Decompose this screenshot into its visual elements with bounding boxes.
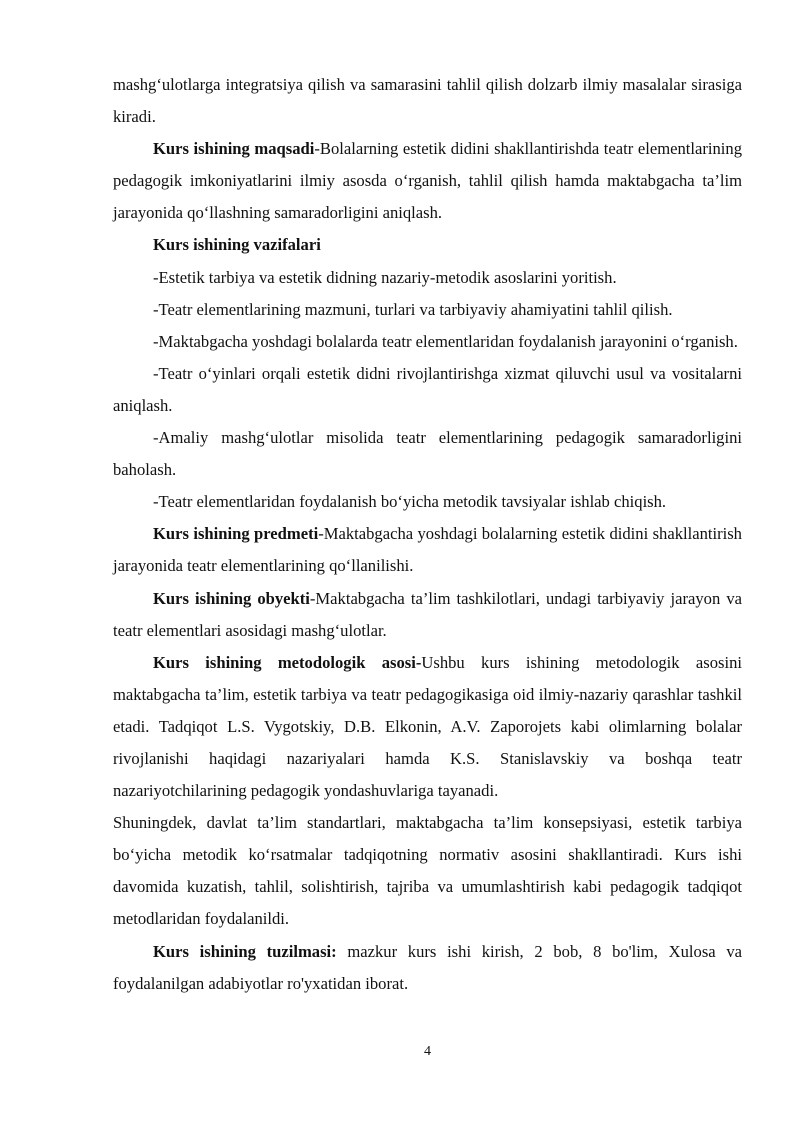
structure-text: mazkur kurs ishi kirish, 2 bob, 8 bo'lim, Xulosa va foydalanilgan adabiyotlar ro'yxatidan iborat. (113, 941, 742, 993)
task-item: -Maktabgacha yoshdagi bolalarda teatr elementlaridan foydalanish jarayonini o‘rganish. (153, 331, 738, 351)
paragraph-object (113, 583, 742, 647)
object-text: -Maktabgacha ta’lim tashkilotlari, undagi tarbiyaviy jarayon va teatr elementlari asosidagi mashg‘ulotlar. (113, 588, 742, 640)
page-content (113, 69, 742, 1000)
task-item: -Teatr o‘yinlari orqali estetik didni rivojlantirishga xizmat qiluvchi usul va vositalarni aniqlash. (113, 363, 742, 415)
goal-text: -Bolalarning estetik didini shakllantirishda teatr elementlarining pedagogik imkoniyatlarini ilmiy asosda o‘rganish, tahlil qilish hamda maktabgacha ta’lim jarayonida qo‘llashning samaradorligini aniqlash. (113, 139, 742, 223)
methodology-text: Ushbu kurs ishining metodologik asosini maktabgacha ta’lim, estetik tarbiya va teatr pedagogikasiga oid ilmiy-nazariy qarashlar tashkil etadi. Tadqiqot L.S. Vygotskiy, D.B. Elkonin, A.V. Zaporojets kabi olimlarning bolalar rivojlanishi haqidagi nazariyalari hamda K.S. Stanislavskiy va boshqa teatr nazariyotchilarining pedagogik yondashuvlariga tayanadi. (113, 652, 742, 801)
page-number: 4 (424, 1044, 431, 1059)
paragraph-standards: Shuningdek, davlat ta’lim standartlari, maktabgacha ta’lim konsepsiyasi, estetik tarbiya bo‘yicha metodik ko‘rsatmalar tadqiqotning normativ asosini shakllantiradi. Kurs ishi davomida kuzatish, tahlil, solishtirish, tajriba va umumlashtirish kabi pedagogik tadqiqot metodlaridan foydalanildi. (113, 813, 742, 929)
paragraph-methodology (113, 647, 742, 807)
paragraph-goal (113, 133, 742, 229)
paragraph-subject (113, 518, 742, 582)
subject-label: Kurs ishining predmeti (153, 524, 319, 544)
task-item: -Estetik tarbiya va estetik didning nazariy-metodik asoslarini yoritish. (153, 267, 617, 287)
goal-label: Kurs ishining maqsadi (153, 139, 315, 159)
subject-text: -Maktabgacha yoshdagi bolalarning estetik didini shakllantirish jarayonida teatr elementlarining qo‘llanilishi. (113, 524, 742, 576)
tasks-label: Kurs ishining vazifalari (153, 235, 321, 255)
task-item: -Teatr elementlarining mazmuni, turlari va tarbiyaviy ahamiyatini tahlil qilish. (153, 299, 673, 319)
task-item: -Amaliy mashg‘ulotlar misolida teatr elementlarining pedagogik samaradorligini baholash. (113, 428, 742, 480)
methodology-label: Kurs ishining metodologik asosi- (153, 652, 422, 672)
paragraph-structure (113, 936, 742, 1000)
object-label: Kurs ishining obyekti (153, 588, 310, 608)
paragraph-intro-continuation: mashg‘ulotlarga integratsiya qilish va samarasini tahlil qilish dolzarb ilmiy masalalar sirasiga kiradi. (113, 75, 742, 127)
task-item: -Teatr elementlaridan foydalanish bo‘yicha metodik tavsiyalar ishlab chiqish. (153, 492, 667, 512)
paragraph-tasks-heading (113, 229, 742, 261)
structure-label: Kurs ishining tuzilmasi: (153, 941, 337, 961)
